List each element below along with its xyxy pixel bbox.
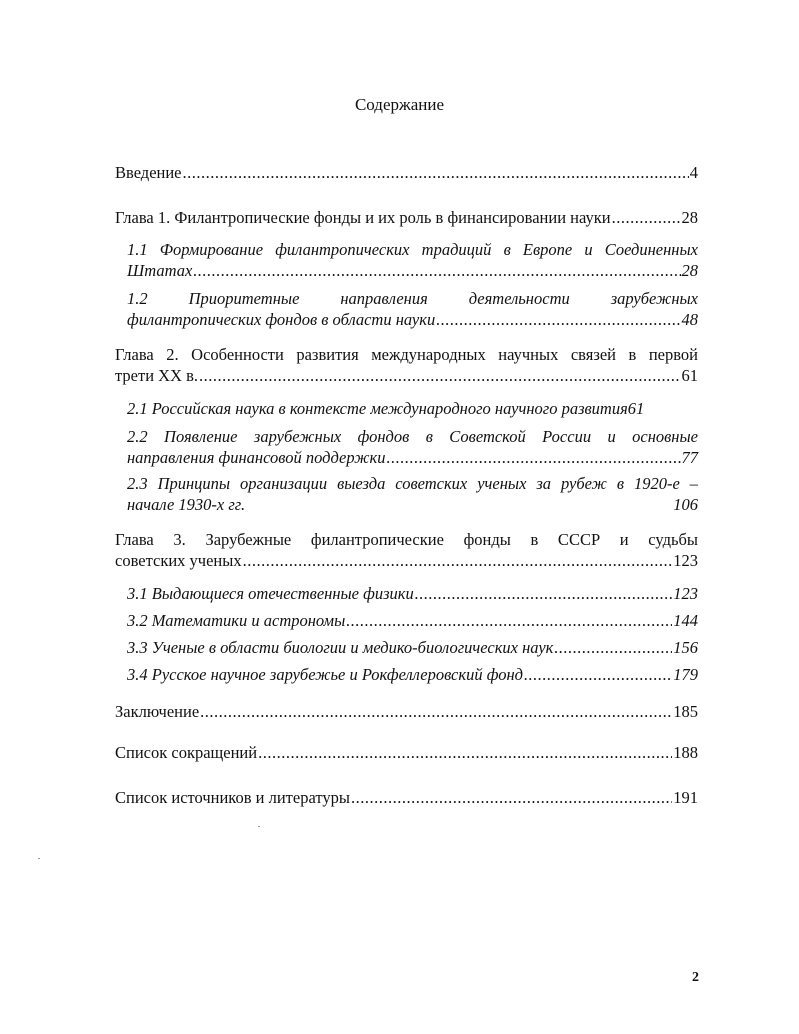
- toc-entry-text: трети XX в.: [115, 366, 199, 385]
- toc-entry-line1: 2.2 Появление зарубежных фондов в Советской России и основные: [127, 427, 698, 446]
- toc-entry-abbreviations[interactable]: [115, 742, 698, 763]
- leader-dots: [200, 701, 672, 722]
- toc-entry-chapter-1[interactable]: [115, 207, 698, 228]
- toc-entry-text: 2.1 Российская наука в контексте международного научного развития: [127, 399, 628, 418]
- toc-entry-text: 3.3 Ученые в области биологии и медико-биологических наук: [127, 638, 554, 657]
- toc-entry-section-2-2[interactable]: [127, 426, 698, 468]
- toc-entry-text: Глава 1. Филантропические фонды и их роль в финансировании науки: [115, 208, 611, 227]
- toc-entry-chapter-3[interactable]: [115, 529, 698, 571]
- leader-dots: [612, 207, 681, 228]
- page-title: Содержание: [354, 95, 445, 114]
- toc-page-number: 61: [627, 399, 645, 418]
- toc-entry-section-3-4[interactable]: [127, 664, 698, 685]
- scan-speck: [38, 858, 40, 859]
- toc-entry-text: Список источников и литературы: [115, 788, 350, 807]
- toc-entry-line1: Глава 3. Зарубежные филантропические фонды в СССР и судьбы: [115, 530, 698, 549]
- leader-dots: [554, 637, 672, 658]
- leader-dots: [243, 550, 673, 571]
- toc-page-number: 144: [673, 611, 698, 630]
- toc-page-number: 4: [689, 163, 698, 182]
- toc-page-number: 106: [673, 495, 698, 514]
- toc-entry-text: Введение: [115, 163, 182, 182]
- toc-entry-introduction[interactable]: [115, 162, 698, 183]
- toc-entry-text: советских ученых: [115, 551, 242, 570]
- scan-speck: [258, 826, 260, 827]
- toc-entry-text: 3.1 Выдающиеся отечественные физики: [127, 584, 414, 603]
- toc-entry-line1: 2.3 Принципы организации выезда советских ученых за рубеж в 1920-е –: [127, 474, 698, 493]
- toc-entry-section-2-3[interactable]: [127, 473, 698, 515]
- toc-entry-section-2-1[interactable]: [127, 398, 698, 419]
- leader-dots: [199, 365, 680, 386]
- toc-entry-text: Заключение: [115, 702, 200, 721]
- toc-page-number: 185: [673, 702, 698, 721]
- toc-entry-section-3-3[interactable]: [127, 637, 698, 658]
- leader-dots: [346, 610, 672, 631]
- toc-entry-section-3-1[interactable]: [127, 583, 698, 604]
- leader-dots: [351, 787, 672, 808]
- toc-page-number: 28: [681, 261, 698, 280]
- toc-entry-text: начале 1930-х гг.: [127, 495, 246, 514]
- page-number: 2: [692, 970, 699, 985]
- toc-page-number: 188: [673, 743, 698, 762]
- toc-entry-section-1-2[interactable]: [127, 288, 698, 330]
- leader-dots: [183, 162, 689, 183]
- toc-entry-conclusion[interactable]: [115, 701, 698, 722]
- toc-page-number: 77: [681, 448, 698, 467]
- toc-entry-chapter-2[interactable]: [115, 344, 698, 386]
- toc-entry-text: 3.4 Русское научное зарубежье и Рокфеллеровский фонд: [127, 665, 523, 684]
- toc-page-number: 61: [681, 366, 698, 385]
- toc-entry-text: Список сокращений: [115, 743, 258, 762]
- leader-dots: [436, 309, 680, 330]
- toc-page-number: 156: [673, 638, 698, 657]
- toc-page-number: 28: [681, 208, 698, 227]
- toc-page-number: 191: [673, 788, 698, 807]
- leader-dots: [258, 742, 672, 763]
- toc-entry-text: направления финансовой поддержки: [127, 448, 386, 467]
- toc-entry-text: 3.2 Математики и астрономы: [127, 611, 346, 630]
- leader-dots: [193, 260, 680, 281]
- toc-entry-text: Штатах: [127, 261, 193, 280]
- toc-page-number: 48: [681, 310, 698, 329]
- leader-dots: [524, 664, 672, 685]
- leader-dots: [415, 583, 672, 604]
- toc-entry-text: филантропических фондов в области науки: [127, 310, 436, 329]
- toc-entry-line1: 1.2 Приоритетные направления деятельности зарубежных: [127, 289, 698, 308]
- toc-entry-line1: 1.1 Формирование филантропических традиций в Европе и Соединенных: [127, 240, 698, 259]
- toc-page-number: 123: [673, 584, 698, 603]
- toc-entry-section-1-1[interactable]: [127, 239, 698, 281]
- toc-entry-bibliography[interactable]: [115, 787, 698, 808]
- toc-entry-line1: Глава 2. Особенности развития международных научных связей в первой: [115, 345, 698, 364]
- toc-page-number: 179: [673, 665, 698, 684]
- toc-entry-section-3-2[interactable]: [127, 610, 698, 631]
- toc-page-number: 123: [673, 551, 698, 570]
- leader-dots: [386, 447, 680, 468]
